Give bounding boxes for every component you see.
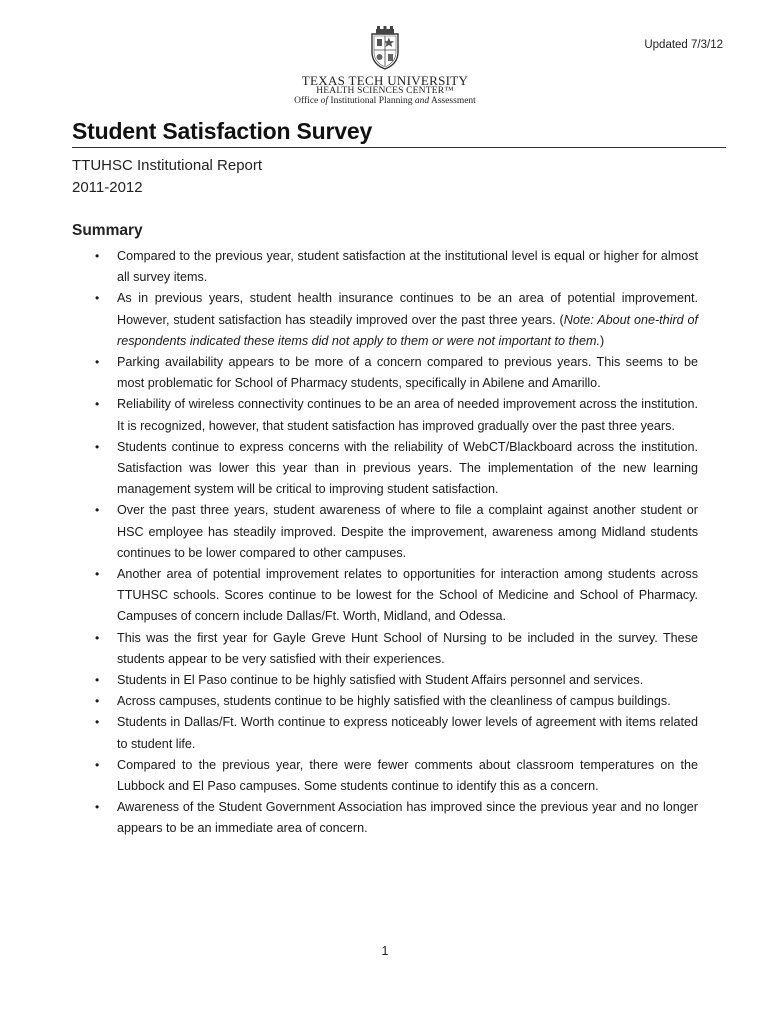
summary-item: • Compared to the previous year, student satisfaction at the institutional level is equal or higher for almost all survey items. xyxy=(117,246,698,288)
bullet-icon: • xyxy=(95,397,100,412)
bullet-icon: • xyxy=(95,567,100,582)
updated-date: Updated 7/3/12 xyxy=(644,39,723,51)
summary-item: • Students in Dallas/Ft. Worth continue to express noticeably lower levels of agreement with items related to student life. xyxy=(117,712,698,754)
bullet-icon: • xyxy=(95,630,100,645)
summary-item: • Awareness of the Student Government Association has improved since the previous year and no longer appears to be an immediate area of concern. xyxy=(117,797,698,839)
summary-item: • This was the first year for Gayle Greve Hunt School of Nursing to be included in the survey. These students appear to be very satisfied with their experiences. xyxy=(117,628,698,670)
summary-item: • Across campuses, students continue to be highly satisfied with the cleanliness of campus buildings. xyxy=(117,691,698,712)
title-divider xyxy=(72,147,726,148)
summary-item: • Students continue to express concerns with the reliability of WebCT/Blackboard across the institution. Satisfaction was lower this year than in previous years. The implementation of the new learning management system will be critical to improving student satisfaction. xyxy=(117,437,698,501)
summary-item: • Reliability of wireless connectivity continues to be an area of needed improvement across the institution. It is recognized, however, that student satisfaction has improved gradually over the past three years. xyxy=(117,394,698,436)
bullet-icon: • xyxy=(95,757,100,772)
summary-list xyxy=(95,246,698,840)
bullet-icon: • xyxy=(95,673,100,688)
logo-center-name: HEALTH SCIENCES CENTER™ xyxy=(316,86,454,96)
bullet-icon: • xyxy=(95,715,100,730)
ttuhsc-seal-icon xyxy=(368,26,402,70)
summary-item: • Another area of potential improvement relates to opportunities for interaction among students across TTUHSC schools. Scores continue to be lowest for the School of Medicine and School of Pharmacy. Campuses of concern include Dallas/Ft. Worth, Midland, and Odessa. xyxy=(117,564,698,628)
summary-heading: Summary xyxy=(72,222,143,239)
logo-office-name: Office of Institutional Planning and Assessment xyxy=(294,96,476,106)
report-subtitle: TTUHSC Institutional Report xyxy=(72,157,263,174)
summary-item: • Over the past three years, student awareness of where to file a complaint against another student or HSC employee has steadily improved. Despite the improvement, awareness among Midland students continues to be lower compared to other campuses. xyxy=(117,500,698,564)
bullet-icon: • xyxy=(95,694,100,709)
logo-university-name: TEXAS TECH UNIVERSITY xyxy=(301,73,469,88)
bullet-icon: • xyxy=(95,800,100,815)
page-number: 1 xyxy=(381,944,389,958)
bullet-icon: • xyxy=(95,291,100,306)
summary-item: • Students in El Paso continue to be highly satisfied with Student Affairs personnel and services. xyxy=(117,670,698,691)
bullet-icon: • xyxy=(95,439,100,454)
document-title: Student Satisfaction Survey xyxy=(72,118,373,144)
summary-note: Note: About one-third of respondents indicated these items did not apply to them or were not important to them. xyxy=(117,312,698,348)
institution-logo xyxy=(0,26,770,108)
report-year: 2011-2012 xyxy=(72,179,143,196)
bullet-icon: • xyxy=(95,503,100,518)
summary-item: • Parking availability appears to be more of a concern compared to previous years. This seems to be most problematic for School of Pharmacy students, specifically in Abilene and Amarillo. xyxy=(117,352,698,394)
summary-item: • As in previous years, student health insurance continues to be an area of potential improvement. However, student satisfaction has steadily improved over the past three years. (Note: About one-third of respondents indicated these items did not apply to them or were not important to them.) xyxy=(117,288,698,352)
summary-item: • Compared to the previous year, there were fewer comments about classroom temperatures on the Lubbock and El Paso campuses. Some students continue to identify this as a concern. xyxy=(117,755,698,797)
bullet-icon: • xyxy=(95,355,100,370)
bullet-icon: • xyxy=(95,249,100,263)
